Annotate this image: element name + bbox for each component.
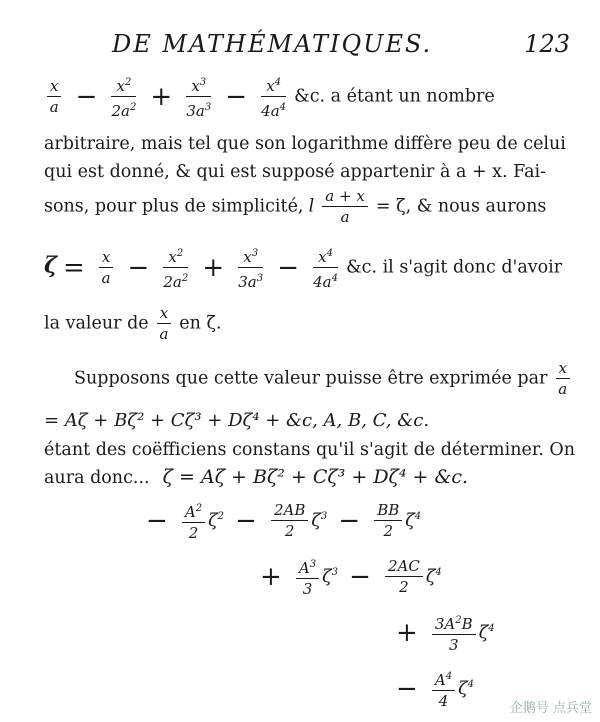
text-line-with-fraction: sons, pour plus de simplicité, l $\frac{a + x}{a}$ = ζ, & nous aurons: [44, 187, 547, 226]
equation-line: = Aζ + Bζ² + Cζ³ + Dζ⁴ + &c, A, B, C, &c.: [44, 410, 430, 431]
fraction: $\frac{x}{a}$: [47, 78, 61, 116]
text-run: en ζ.: [179, 313, 222, 334]
series-line-1: $\frac{x}{a}$ − $\frac{x^2}{2a^2}$ + $\frac{x^3}{3a^3}$ − $\frac{x^4}{4a^4}$ &c. a étant un nombre: [44, 74, 495, 120]
text-run: Supposons que cette valeur puisse être exprimée par: [74, 368, 548, 389]
header-title: MATHÉMATIQUES.: [162, 30, 433, 58]
fraction: $\frac{a + x}{a}$: [322, 188, 368, 226]
text-line: qui est donné, & qui est supposé appartenir à a + x. Fai-: [44, 162, 547, 182]
equation-line: aura donc... ζ = Aζ + Bζ² + Cζ³ + Dζ⁴ + &c.: [44, 466, 469, 488]
page-number: 123: [524, 30, 570, 58]
text-run: &c. a étant un nombre: [294, 86, 495, 107]
running-header: [112, 30, 432, 58]
series-row: − $\frac{A^4}{4}$ $\zeta^4$: [390, 668, 474, 710]
text-line-with-fraction: la valeur de $\frac{x}{a}$ en ζ.: [44, 304, 222, 343]
text-run: = ζ, & nous aurons: [375, 196, 547, 217]
series-line-2: ζ = $\frac{x}{a}$ − $\frac{x^2}{2a^2}$ + $\frac{x^3}{3a^3}$ − $\frac{x^4}{4a^4}$ &c. il s'agit donc d'avoir: [44, 245, 562, 291]
text-run: sons, pour plus de simplicité,: [44, 196, 304, 217]
series-row: + $\frac{A^3}{3}$ $\zeta^3$ − $\frac{2AC}{2}$ $\zeta^4$: [260, 557, 442, 598]
series-row: − $\frac{A^2}{2}$ $\zeta^2$ − $\frac{2AB}{2}$ $\zeta^3$ − $\frac{BB}{2}$ $\zeta^4$: [146, 501, 422, 542]
text-run: &c. il s'agit donc d'avoir: [346, 257, 563, 278]
watermark: 企鹅号 点兵堂: [509, 701, 592, 716]
fraction: $\frac{x^3}{3a^3}$: [186, 74, 211, 120]
text-line-with-fraction: Supposons que cette valeur puisse être exprimée par $\frac{x}{a}$: [74, 360, 573, 398]
fraction: $\frac{x^4}{4a^4}$: [261, 74, 286, 120]
text-run: la valeur de: [44, 313, 149, 334]
series-row: + $\frac{3A^2B}{3}$ $\zeta^4$: [390, 612, 495, 654]
header-prefix: DE: [112, 30, 153, 58]
fraction: $\frac{x^2}{2a^2}$: [111, 74, 136, 120]
text-line: étant des coëfficiens constans qu'il s'agit de déterminer. On: [44, 440, 576, 460]
text-line: arbitraire, mais tel que son logarithme diffère peu de celui: [44, 134, 566, 154]
